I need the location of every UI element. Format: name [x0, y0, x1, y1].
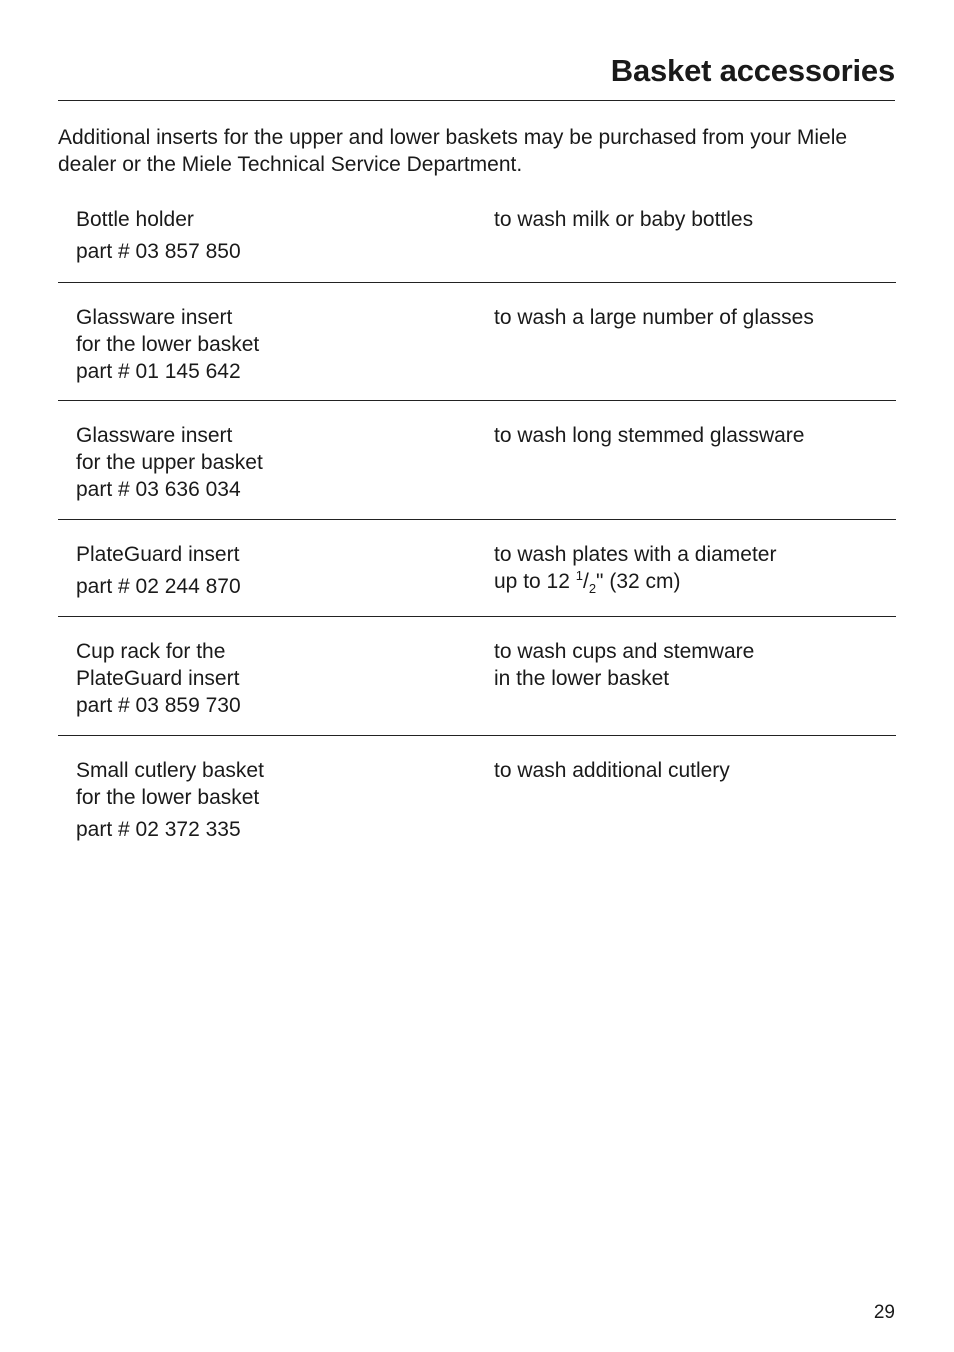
part-number: part # 02 372 335 [76, 818, 241, 841]
accessory-name-line-2: PlateGuard insert [76, 667, 240, 690]
accessories-table [58, 206, 896, 856]
part-number: part # 03 636 034 [76, 478, 241, 501]
accessory-name-line-2: for the lower basket [76, 786, 260, 809]
page-number: 29 [873, 1302, 895, 1323]
accessory-name-cell [76, 757, 456, 843]
accessory-row-cutlery-basket [58, 736, 896, 856]
accessory-name-line-2: for the upper basket [76, 451, 263, 474]
accessory-use: to wash plates with a diameter [494, 543, 777, 566]
accessory-row-glassware-upper [58, 401, 896, 520]
part-number: part # 03 859 730 [76, 694, 241, 717]
accessory-row-bottle-holder [58, 206, 896, 283]
fraction-slash: / [582, 570, 589, 593]
accessory-use-cell [494, 304, 894, 331]
accessory-name: Small cutlery basket [76, 759, 264, 782]
accessory-name: Glassware insert [76, 306, 233, 329]
fraction-after: " (32 cm) [596, 570, 681, 593]
accessory-row-plateguard [58, 520, 896, 617]
accessory-name-cell [76, 206, 456, 265]
accessory-row-glassware-lower [58, 283, 896, 401]
accessory-name: Cup rack for the [76, 640, 226, 663]
accessory-use: to wash cups and stemware [494, 640, 755, 663]
accessory-use-cell [494, 422, 894, 449]
intro-paragraph: Additional inserts for the upper and lower baskets may be purchased from your Miele dealer or the Miele Technical Service Department. [58, 126, 848, 176]
accessory-name-cell [76, 304, 456, 385]
accessory-use-cell [494, 638, 894, 692]
accessory-use-line-2: in the lower basket [494, 667, 670, 690]
accessory-name-cell [76, 541, 456, 600]
accessory-use-fraction-line [494, 568, 894, 595]
accessory-use: to wash milk or baby bottles [494, 208, 754, 231]
accessory-use: to wash long stemmed glassware [494, 424, 805, 447]
fraction-before: up to 12 [494, 570, 576, 593]
accessory-use-cell [494, 757, 894, 784]
accessory-name: Glassware insert [76, 424, 233, 447]
accessory-use-cell [494, 206, 894, 233]
accessory-name: PlateGuard insert [76, 543, 240, 566]
fraction-numerator: 1 [575, 568, 583, 583]
fraction-denominator: 2 [588, 581, 597, 597]
part-number: part # 02 244 870 [76, 575, 241, 598]
page-title: Basket accessories [610, 53, 895, 88]
accessory-name-line-2: for the lower basket [76, 333, 260, 356]
accessory-use: to wash a large number of glasses [494, 306, 814, 329]
part-number: part # 01 145 642 [76, 360, 241, 383]
accessory-name-cell [76, 638, 456, 719]
accessory-use: to wash additional cutlery [494, 759, 730, 782]
accessory-use-cell [494, 541, 894, 595]
accessory-name: Bottle holder [76, 208, 194, 231]
accessory-name-cell [76, 422, 456, 503]
part-number: part # 03 857 850 [76, 240, 241, 263]
accessory-row-cup-rack [58, 617, 896, 736]
title-divider [58, 100, 895, 101]
